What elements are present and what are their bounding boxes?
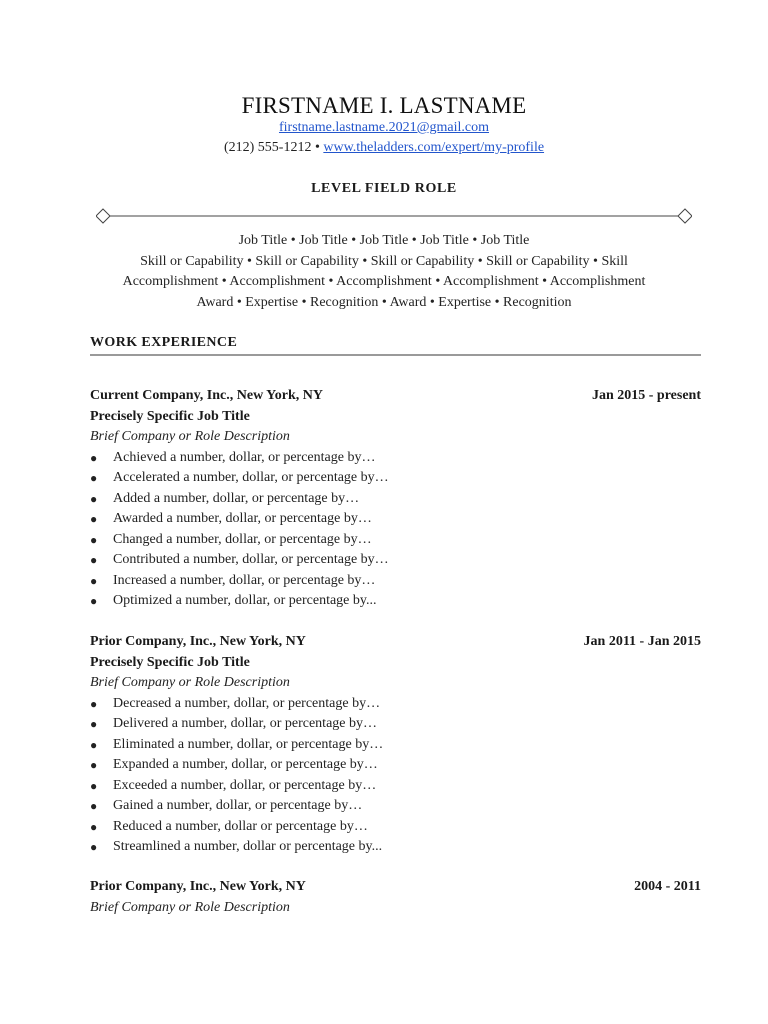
bullet-icon: ●: [90, 491, 98, 506]
list-item: [90, 489, 701, 510]
contact-line: [0, 140, 768, 156]
list-item: [90, 817, 701, 838]
achievement-text: Increased a number, dollar, or percentage by…: [113, 572, 376, 588]
achievement-text: Decreased a number, dollar, or percentage by…: [113, 695, 381, 711]
job-entry: [90, 632, 701, 858]
job-description: Brief Company or Role Description: [90, 675, 290, 690]
achievement-text: Awarded a number, dollar, or percentage by…: [113, 511, 372, 526]
job-header: [90, 632, 701, 653]
list-item: [90, 509, 701, 530]
job-entry: [90, 877, 701, 918]
bullet-icon: ●: [90, 737, 98, 752]
bullet-icon: ●: [90, 532, 98, 547]
bullet-icon: ●: [90, 799, 98, 813]
job-description: Brief Company or Role Description: [90, 899, 290, 915]
summary-block: [0, 231, 768, 313]
list-item: [90, 735, 701, 756]
bullet-icon: ●: [90, 471, 98, 485]
achievement-text: Delivered a number, dollar, or percentage by…: [113, 716, 377, 731]
list-item: [90, 550, 701, 571]
bullet-icon: ●: [90, 573, 98, 588]
target-role: LEVEL FIELD ROLE: [311, 181, 457, 196]
achievement-text: Added a number, dollar, or percentage by…: [113, 490, 360, 506]
company-name: Current Company, Inc., New York, NY: [90, 388, 323, 403]
list-item: [90, 796, 701, 817]
job-dates: Jan 2015 - present: [591, 388, 701, 403]
list-item: [90, 694, 701, 715]
list-item: [90, 837, 701, 858]
job-entry: [90, 386, 701, 612]
bullet-icon: ●: [90, 696, 98, 711]
bullet-icon: ●: [90, 819, 98, 834]
achievement-text: Changed a number, dollar, or percentage by…: [113, 531, 372, 547]
bullet-icon: ●: [90, 758, 98, 772]
job-header: [90, 386, 701, 407]
achievement-text: Optimized a number, dollar, or percentage by...: [113, 593, 377, 608]
bullet-icon: ●: [90, 450, 98, 465]
summary-accomplishments: Accomplishment • Accomplishment • Accomplishment • Accomplishment • Accomplishment: [122, 274, 646, 289]
job-dates: Jan 2011 - Jan 2015: [583, 634, 701, 649]
email-line: [0, 120, 768, 136]
job-dates: 2004 - 2011: [634, 879, 701, 894]
bullet-icon: ●: [90, 778, 98, 793]
list-item: [90, 530, 701, 551]
summary-awards: Award • Expertise • Recognition • Award • Expertise • Recognition: [196, 294, 572, 310]
company-name: Prior Company, Inc., New York, NY: [90, 879, 306, 894]
bullet-icon: ●: [90, 512, 98, 526]
achievement-text: Accelerated a number, dollar, or percentage by…: [113, 470, 389, 485]
achievement-text: Achieved a number, dollar, or percentage by…: [113, 449, 376, 465]
list-item: [90, 714, 701, 735]
summary-skills: Skill or Capability • Skill or Capability • Skill or Capability • Skill or Capability • Skill: [140, 253, 628, 269]
email-link[interactable]: firstname.lastname.2021@gmail.com: [278, 120, 489, 135]
job-header: [90, 877, 701, 898]
job-title: Precisely Specific Job Title: [90, 654, 250, 670]
list-item: [90, 776, 701, 797]
work-experience-heading: WORK EXPERIENCE: [90, 335, 701, 356]
bullet-icon: ●: [90, 553, 98, 567]
company-name: Prior Company, Inc., New York, NY: [90, 634, 306, 649]
list-item: [90, 755, 701, 776]
list-item: [90, 448, 701, 469]
diamond-divider: [96, 208, 692, 224]
achievement-list: [90, 694, 701, 858]
bullet-icon: ●: [90, 840, 98, 854]
achievement-text: Eliminated a number, dollar, or percentage by…: [113, 736, 384, 752]
list-item: [90, 468, 701, 489]
achievement-text: Expanded a number, dollar, or percentage by…: [113, 757, 378, 772]
achievement-text: Exceeded a number, dollar, or percentage by…: [113, 777, 377, 793]
contact-separator: •: [314, 140, 320, 155]
job-title: Precisely Specific Job Title: [90, 408, 250, 424]
left-diamond-icon: [96, 209, 110, 223]
summary-job-titles: Job Title • Job Title • Job Title • Job Title • Job Title: [238, 233, 530, 248]
achievement-text: Contributed a number, dollar, or percentage by…: [113, 552, 389, 567]
achievement-text: Reduced a number, dollar or percentage by…: [113, 818, 368, 834]
achievement-text: Gained a number, dollar, or percentage by…: [113, 798, 363, 813]
profile-link[interactable]: www.theladders.com/expert/my-profile: [323, 140, 545, 155]
achievement-text: Streamlined a number, dollar or percentage by...: [113, 839, 383, 854]
bullet-icon: ●: [90, 717, 98, 731]
bullet-icon: ●: [90, 594, 98, 608]
candidate-name: FIRSTNAME I. LASTNAME: [241, 93, 527, 118]
job-description: Brief Company or Role Description: [90, 429, 290, 444]
list-item: [90, 591, 701, 612]
list-item: [90, 571, 701, 592]
right-diamond-icon: [678, 209, 692, 223]
phone-number: (212) 555-1212: [223, 140, 312, 155]
achievement-list: [90, 448, 701, 612]
